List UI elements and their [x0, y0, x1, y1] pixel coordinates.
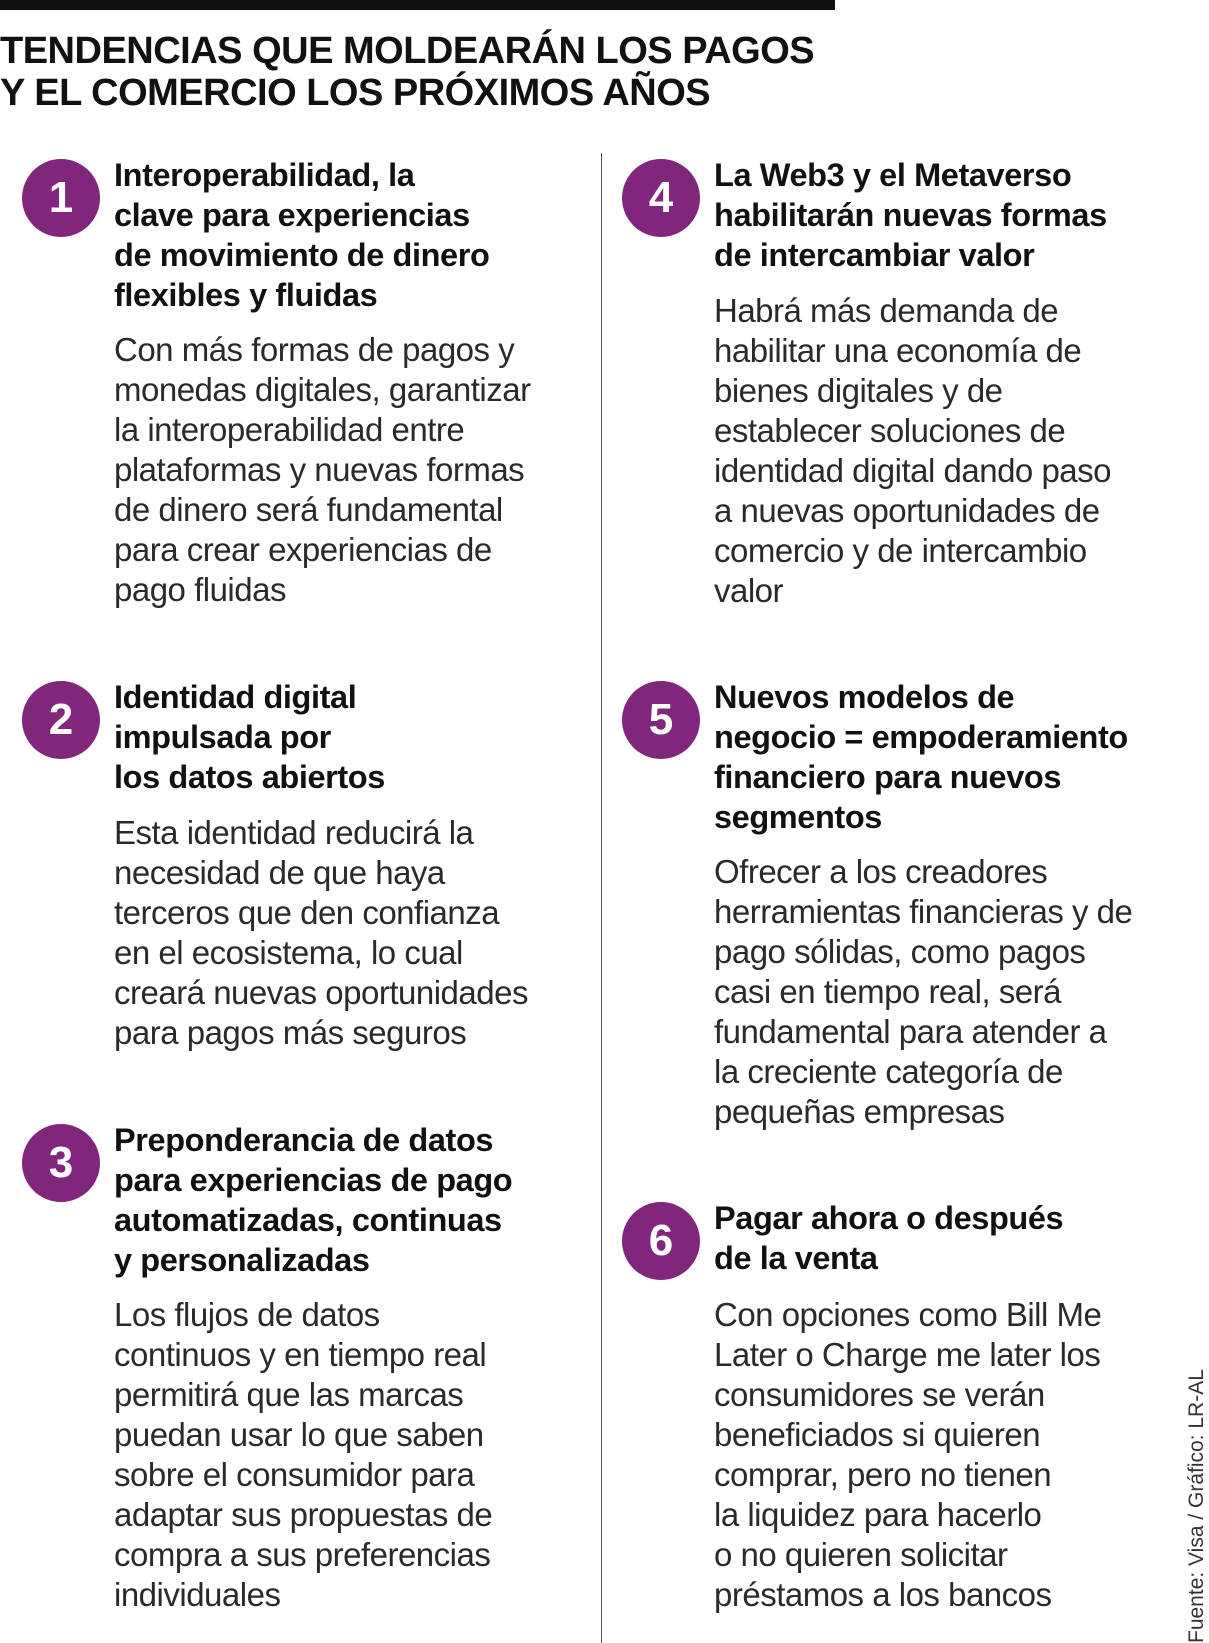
trend-item-3 — [22, 1120, 597, 1620]
trend-description: Los flujos de datos continuos y en tiempo real permitirá que las marcas puedan usar lo que saben sobre el consumidor para adaptar sus propuestas de compra a sus preferencias individuales — [114, 1296, 493, 1613]
trend-item-1 — [22, 155, 597, 615]
trend-title: Nuevos modelos de negocio = empoderamiento financiero para nuevos segmentos — [714, 679, 1128, 835]
trend-title: Interoperabilidad, la clave para experiencias de movimiento de dinero flexibles y fluidas — [114, 157, 490, 313]
number-badge: 1 — [22, 159, 100, 237]
trend-title: Preponderancia de datos para experiencias de pago automatizadas, continuas y personalizadas — [114, 1122, 513, 1278]
source-credit: Fuente: Visa / Gráfico: LR-AL — [1185, 1369, 1208, 1643]
trend-title: La Web3 y el Metaverso habilitarán nuevas formas de intercambiar valor — [714, 157, 1107, 273]
number-badge: 4 — [622, 159, 700, 237]
number-badge: 2 — [22, 681, 100, 759]
trend-description: Ofrecer a los creadores herramientas financieras y de pago sólidas, como pagos casi en tiempo real, será fundamental para atender a la creciente categoría de pequeñas empresas — [714, 853, 1133, 1130]
number-badge: 3 — [22, 1124, 100, 1202]
trend-item-6 — [622, 1198, 1162, 1628]
trend-title: Identidad digital impulsada por los datos abiertos — [114, 679, 385, 795]
number-badge: 5 — [622, 681, 700, 759]
top-rule — [0, 0, 835, 10]
trend-item-4 — [622, 155, 1200, 615]
column-divider — [601, 153, 602, 1643]
trend-description: Con opciones como Bill Me Later o Charge me later los consumidores se verán beneficiados si quieren comprar, pero no tienen la liquidez para hacerlo o no quieren solicitar préstamos a los bancos — [714, 1296, 1102, 1613]
trend-description: Con más formas de pagos y monedas digitales, garantizar la interoperabilidad entre plataformas y nuevas formas de dinero será fundamental para crear experiencias de pago fluidas — [114, 331, 531, 608]
trend-title: Pagar ahora o después de la venta — [714, 1200, 1064, 1276]
trend-item-2 — [22, 677, 597, 1057]
trend-description: Habrá más demanda de habilitar una economía de bienes digitales y de establecer soluciones de identidad digital dando paso a nuevas oportunidades de comercio y de intercambio valor — [714, 292, 1112, 609]
trend-description: Esta identidad reducirá la necesidad de que haya terceros que den confianza en el ecosistema, lo cual creará nuevas oportunidades para pagos más seguros — [114, 814, 528, 1051]
number-badge: 6 — [622, 1202, 700, 1280]
page-title: TENDENCIAS QUE MOLDEARÁN LOS PAGOS Y EL COMERCIO LOS PRÓXIMOS AÑOS — [0, 30, 815, 114]
trend-item-5 — [622, 677, 1200, 1137]
